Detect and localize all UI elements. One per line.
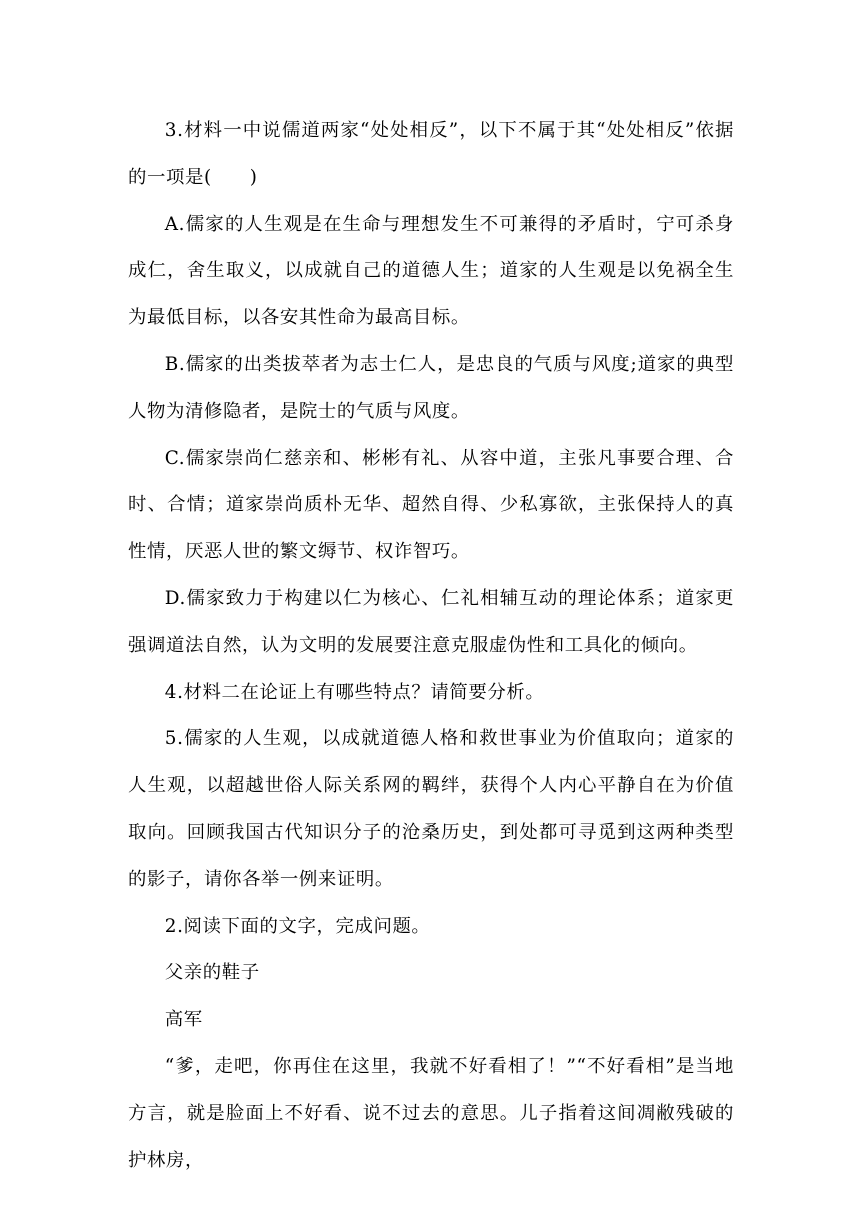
option-a: A.儒家的人生观是在生命与理想发生不可兼得的矛盾时，宁可杀身成仁，舍生取义，以成就自己的道德人生；道家的人生观是以免祸全生为最低目标，以各安其性命为最高目标。 [128,213,734,329]
option-b: B.儒家的出类拔萃者为志士仁人，是忠良的气质与风度;道家的典型人物为清修隐者，是院士的气质与风度。 [128,353,734,422]
story-opening-paragraph: “爹，走吧，你再住在这里，我就不好看相了！”“不好看相”是当地方言，就是脸面上不好看、说不过去的意思。儿子指着这间凋敝残破的护林房， [128,1055,734,1171]
option-d: D.儒家致力于构建以仁为核心、仁礼相辅互动的理论体系；道家更强调道法自然，认为文明的发展要注意克服虚伪性和工具化的倾向。 [128,587,734,656]
question-3-stem: 3.材料一中说儒道两家“处处相反”，以下不属于其“处处相反”依据的一项是( ) [128,120,734,188]
question-5: 5.儒家的人生观，以成就道德人格和救世事业为价值取向；道家的人生观，以超越世俗人际关系网的羁绊，获得个人内心平静自在为价值取向。回顾我国古代知识分子的沧桑历史，到处都可寻觅到这两种类型的影子，请你各举一例来证明。 [128,728,734,890]
section-2-instruction: 2.阅读下面的文字，完成问题。 [164,915,431,937]
document-body [128,108,734,1184]
question-4: 4.材料二在论证上有哪些特点？请简要分析。 [164,681,545,703]
story-author: 高军 [164,1009,203,1031]
option-c: C.儒家崇尚仁慈亲和、彬彬有礼、从容中道，主张凡事要合理、合时、合情；道家崇尚质朴无华、超然自得、少私寡欲，主张保持人的真性情，厌恶人世的繁文缛节、权诈智巧。 [128,447,734,563]
story-title: 父亲的鞋子 [164,962,260,984]
